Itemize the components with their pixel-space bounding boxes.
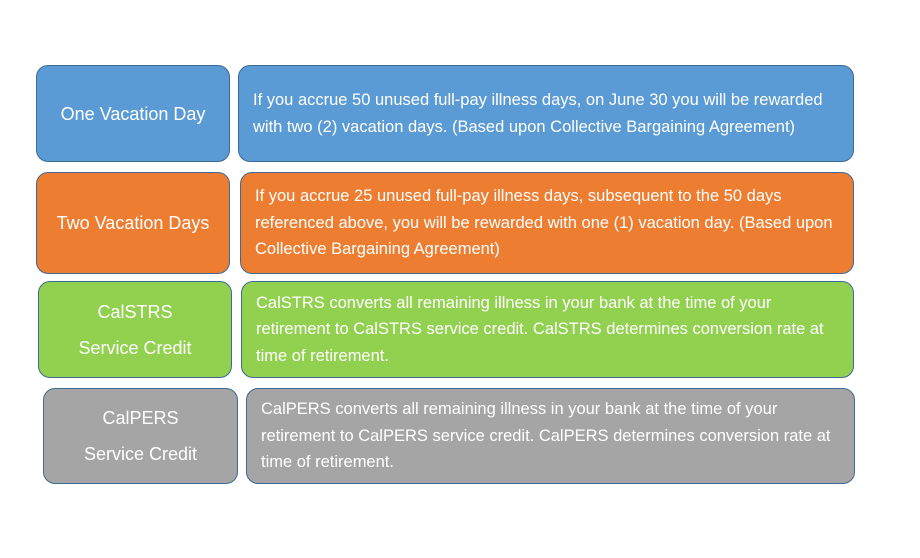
two-vacation-days-label-box (36, 172, 230, 274)
calstrs-description: CalSTRS converts all remaining illness in your bank at the time of your retirement to CalSTRS service credit. CalSTRS determines conversion rate at time of retirement. (256, 293, 824, 365)
calstrs-label-line-2: Service Credit (78, 337, 192, 358)
calpers-label-box (43, 388, 238, 484)
calstrs-description-box (241, 281, 854, 378)
two-vacation-days-description: If you accrue 25 unused full-pay illness days, subsequent to the 50 days referenced above, you will be rewarded with one (1) vacation day. (Based upon Collective Bargaining Agreement) (255, 187, 833, 259)
calpers-label-line-1: CalPERS (102, 408, 179, 428)
one-vacation-day-label-box (36, 65, 230, 162)
two-vacation-days-label: Two Vacation Days (56, 213, 210, 233)
calstrs-label-line-1: CalSTRS (97, 301, 173, 322)
two-vacation-days-description-box (240, 172, 854, 274)
one-vacation-day-label: One Vacation Day (60, 103, 206, 124)
calpers-description: CalPERS converts all remaining illness in your bank at the time of your retirement to CalPERS service credit. CalPERS determines conversion rate at time of retirement. (261, 400, 831, 472)
calpers-description-box (246, 388, 855, 484)
one-vacation-day-description: If you accrue 50 unused full-pay illness days, on June 30 you will be rewarded with two (2) vacation days. (Based upon Collective Bargaining Agreement) (253, 91, 823, 136)
calpers-label-line-2: Service Credit (83, 444, 198, 464)
one-vacation-day-description-box (238, 65, 854, 162)
calstrs-label-box (38, 281, 232, 378)
